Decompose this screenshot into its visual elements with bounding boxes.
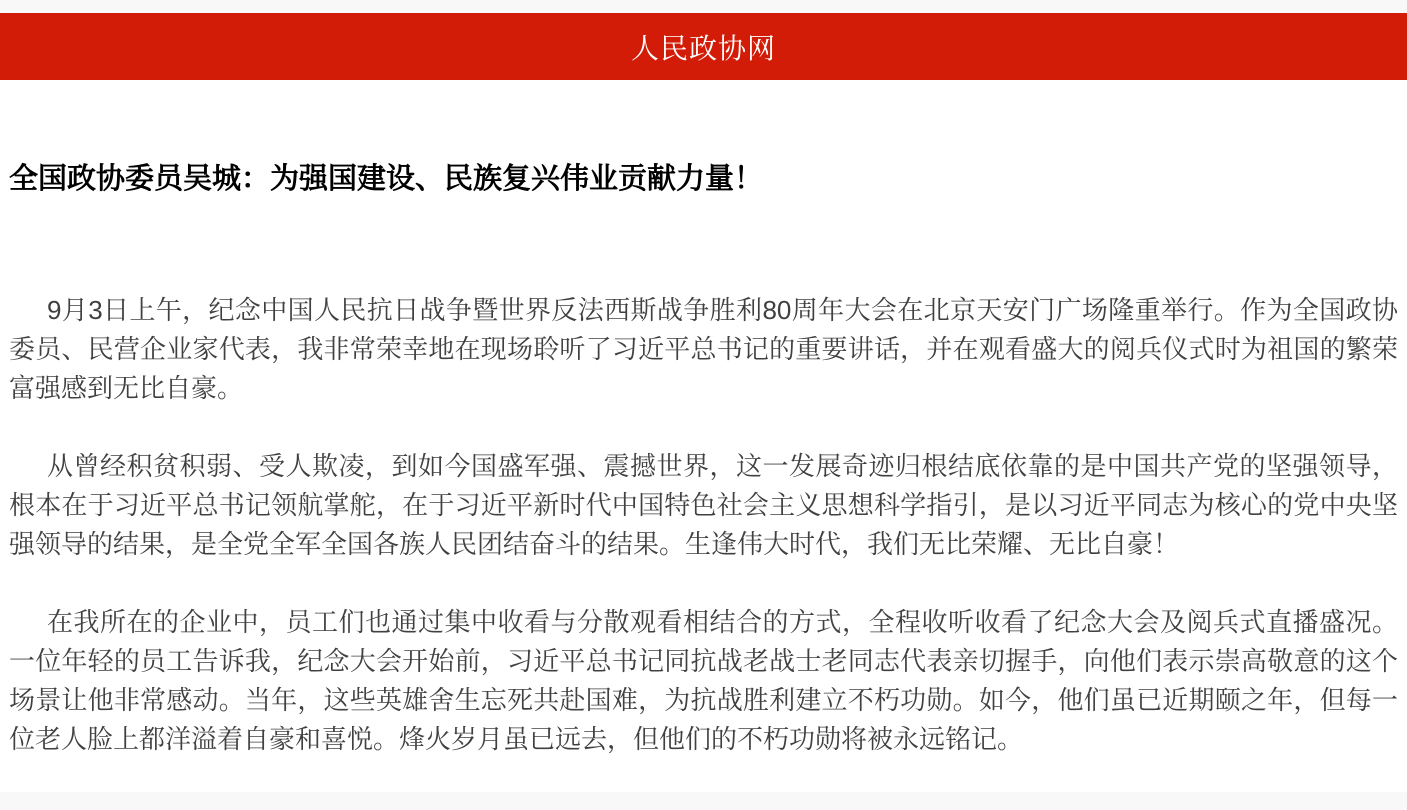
article-paragraph-1: 9月3日上午，纪念中国人民抗日战争暨世界反法西斯战争胜利80周年大会在北京天安门广场隆重举行。作为全国政协委员、民营企业家代表，我非常荣幸地在现场聆听了习近平总书记的重要讲话，并在观看盛大的阅兵仪式时为祖国的繁荣富强感到无比自豪。 [9,295,1398,403]
article-paragraph-2: 从曾经积贫积弱、受人欺凌，到如今国盛军强、震撼世界，这一发展奇迹归根结底依靠的是中国共产党的坚强领导，根本在于习近平总书记领航掌舵，在于习近平新时代中国特色社会主义思想科学指引，是以习近平同志为核心的党中央坚强领导的结果，是全党全军全国各族人民团结奋斗的结果。生逢伟大时代，我们无比荣耀、无比自豪！ [9,451,1398,559]
article-content [0,80,1407,792]
article-headline: 全国政协委员吴城：为强国建设、民族复兴伟业贡献力量！ [9,163,764,195]
site-title[interactable]: 人民政协网 [630,32,776,64]
site-banner [0,13,1407,80]
top-strip [0,0,1407,13]
article-paragraph-3: 在我所在的企业中，员工们也通过集中收看与分散观看相结合的方式，全程收听收看了纪念大会及阅兵式直播盛况。一位年轻的员工告诉我，纪念大会开始前，习近平总书记同抗战老战士老同志代表亲切握手，向他们表示崇高敬意的这个场景让他非常感动。当年，这些英雄舍生忘死共赴国难，为抗战胜利建立不朽功勋。如今，他们虽已近期颐之年，但每一位老人脸上都洋溢着自豪和喜悦。烽火岁月虽已远去，但他们的不朽功勋将被永远铭记。 [9,607,1398,754]
footer-strip [0,792,1407,810]
